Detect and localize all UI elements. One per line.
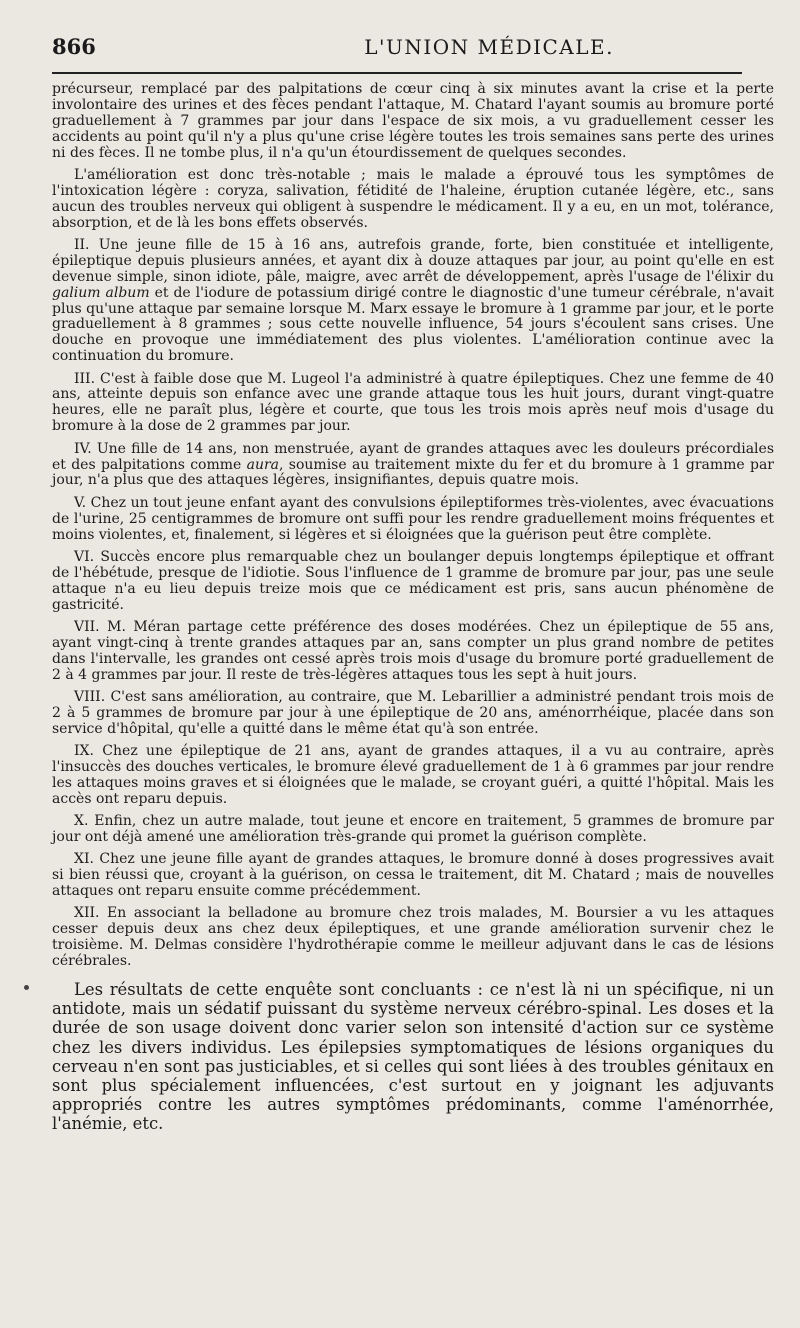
case-2-text-start: II. Une jeune fille de 15 à 16 ans, autrefois grande, forte, bien constituée et intelligente, épileptique depuis plusieurs années, et ayant dix à douze attaques par jour, au point qu'elle en est devenue simple, sinon idiote, pâle, maigre, avec arrêt de développement, après l'usage de l'élixir du [52,236,774,285]
paragraph-case-8: VIII. C'est sans amélioration, au contraire, que M. Lebarillier a administré pendant trois mois de 2 à 5 grammes de bromure par jour à une épileptique de 20 ans, aménorrhéique, placée dans son service d'hôpital, qu'elle a quitté dans le même état qu'à son entrée. [52,688,774,737]
paragraph-case-11: XI. Chez une jeune fille ayant de grandes attaques, le bromure donné à doses progressives avait si bien réussi que, croyant à la guérison, on cessa le traitement, dit M. Chatard ; mais de nouvelles attaques ont reparu ensuite comme précédemment. [52,851,774,899]
case-4-text-end: , soumise au traitement mixte du fer et du bromure à 1 gramme par jour, n'a plus que des attaques légères, insignifiantes, depuis quatre mois. [52,456,774,489]
paragraph-case-4 [52,442,774,490]
paragraph-case-10: X. Enfin, chez un autre malade, tout jeune et encore en traitement, 5 grammes de bromure par jour ont déjà amené une amélioration très-grande qui promet la guérison complète. [52,812,774,845]
paragraph-case-5: V. Chez un tout jeune enfant ayant des convulsions épileptiformes très-violentes, avec évacuations de l'urine, 25 centigrammes de bromure ont suffi pour les rendre graduellement moins fréquentes et moins violentes, et, finalement, si légères et si éloignées que la guérison peut être complète. [52,494,774,543]
paragraph-amelioration: L'amélioration est donc très-notable ; mais le malade a éprouvé tous les symptômes de l'intoxication légère : coryza, salivation, fétidité de l'haleine, éruption cutanée légère, etc., sans aucun des troubles nerveux qui obligent à suspendre le médicament. Il y a eu, en un mot, tolérance, absorption, et de là les bons effets observés. [52,166,774,231]
running-title: L'UNION MÉDICALE. [364,35,614,59]
header-rule [52,72,742,74]
paragraph-continuation: précurseur, remplacé par des palpitations de cœur cinq à six minutes avant la crise et la perte involontaire des urines et des fèces pendant l'attaque, M. Chatard l'ayant soumis au bromure porté graduellement à 7 grammes par jour dans l'espace de six mois, a vu graduellement cesser les accidents au point qu'il n'y a plus qu'une crise légère toutes les trois semaines sans perte des urines ni des fèces. Il ne tombe plus, il n'a qu'un étourdissement de quelques secondes. [52,81,774,161]
paragraph-case-7: VII. M. Méran partage cette préférence des doses modérées. Chez un épileptique de 55 ans, ayant vingt-cinq à trente grandes attaques par an, sans compter un plus grand nombre de petites dans l'intervalle, les grandes ont cessé après trois mois d'usage du bromure porté graduellement de 2 à 4 grammes par jour. Il reste de très-légères attaques tous les sept à huit jours. [52,618,774,683]
paragraph-conclusion: Les résultats de cette enquête sont concluants : ce n'est là ni un spécifique, ni un antidote, mais un sédatif puissant du système nerveux cérébro-spinal. Les doses et la durée de son usage doivent donc varier selon son intensité d'action sur ce système chez les divers individus. Les épilepsies symptomatiques de lésions organiques du cerveau n'en sont pas justiciables, et si celles qui sont liées à des troubles génitaux en sont plus spécialement influencées, c'est surtout en y joignant les adjuvants appropriés contre les autres symptômes prédominants, comme l'aménorrhée, l'anémie, etc. [52,979,774,1134]
margin-dot [24,985,29,990]
case-2-italic: galium album [52,284,150,301]
paragraph-case-12: XII. En associant la belladone au bromure chez trois malades, M. Boursier a vu les attaques cesser depuis deux ans chez deux épileptiques, et une grande amélioration survenir chez le troisième. M. Delmas considère l'hydrothérapie comme le meilleur adjuvant dans le cas de lésions cérébrales. [52,905,774,969]
paragraph-case-6: VI. Succès encore plus remarquable chez un boulanger depuis longtemps épileptique et offrant de l'hébétude, presque de l'idiotie. Sous l'influence de 1 gramme de bromure par jour, pas une seule attaque n'a eu lieu depuis treize mois que ce médicament est pris, sans aucun phénomène de gastricité. [52,548,774,613]
paragraph-case-3: III. C'est à faible dose que M. Lugeol l'a administré à quatre épileptiques. Chez une femme de 40 ans, atteinte depuis son enfance avec une grande attaque tous les huit jours, durant vingt-quatre heures, elle ne paraît plus, légère et courte, que tous les trois mois après neuf mois d'usage du bromure à la dose de 2 grammes par jour. [52,370,774,435]
case-4-italic: aura [246,456,280,473]
paragraph-case-2 [52,238,774,365]
page-number: 866 [52,34,96,59]
paragraph-case-9: IX. Chez une épileptique de 21 ans, ayant de grandes attaques, il a vu au contraire, après l'insuccès des douches verticales, le bromure élevé graduellement de 1 à 6 grammes par jour rendre les attaques moins graves et si éloignées que le malade, se croyant guéri, a quitté l'hôpital. Mais les accès ont reparu depuis. [52,742,774,807]
article-body [52,82,774,1134]
case-4-text-start: IV. Une fille de 14 ans, non menstruée, ayant de grandes attaques avec les douleurs précordiales et des palpitations comme [52,440,774,473]
case-2-text-end: et de l'iodure de potassium dirigé contre le diagnostic d'une tumeur cérébrale, n'avait plus qu'une attaque par semaine lorsque M. Marx essaye le bromure à 1 gramme par jour, et le porte graduellement à 8 grammes ; sous cette nouvelle influence, 54 jours s'écoulent sans crises. Une douche en provoque une immédiatement des plus violentes. L'amélioration continue avec la continuation du bromure. [52,284,774,365]
page-header [52,34,774,68]
